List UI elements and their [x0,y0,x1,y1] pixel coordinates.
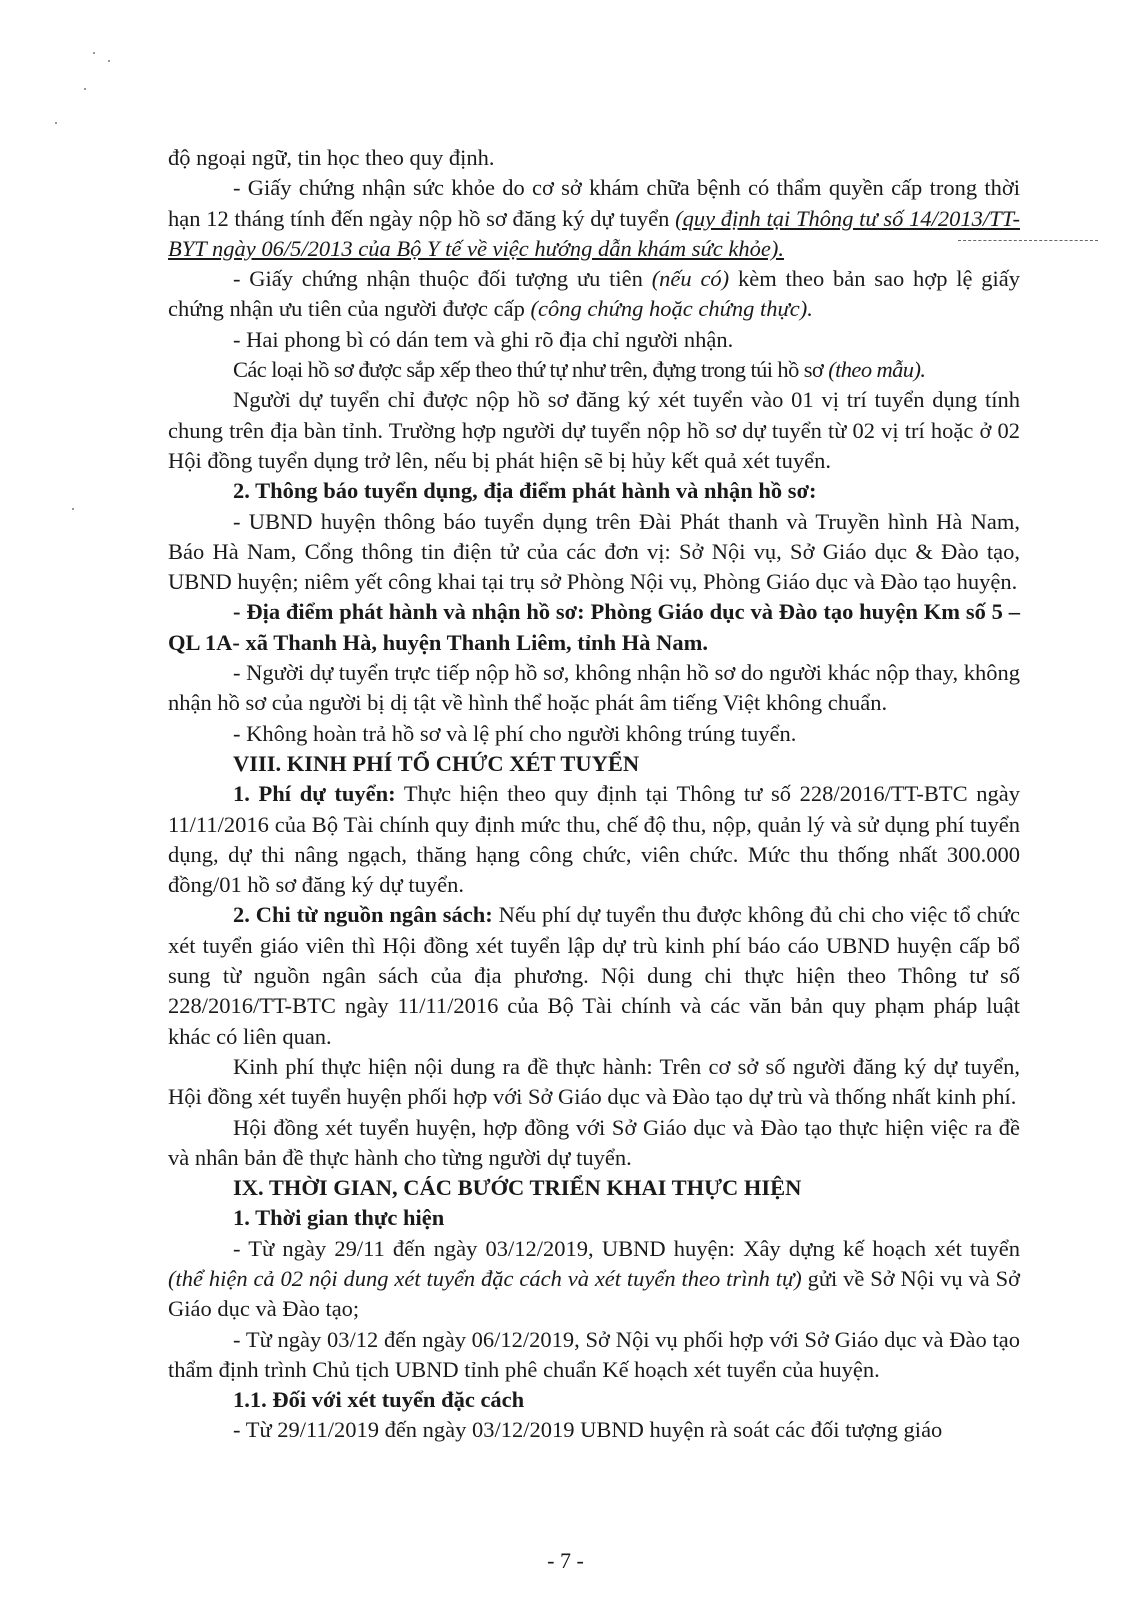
text-line: Người dự tuyển chỉ được nộp hồ sơ đăng ký xét tuyển vào 01 vị trí tuyển dụng tính chung trên địa bàn tỉnh. Trường hợp người dự tuyển nộp hồ sơ dự tuyển từ 02 vị trí hoặc ở 02 Hội đồng tuyển dụng trở lên, nếu bị phát hiện sẽ bị hủy kết quả xét tuyển. [168,387,1020,473]
paragraph [168,779,1020,900]
text-line: - Người dự tuyển trực tiếp nộp hồ sơ, không nhận hồ sơ do người khác nộp thay, không nhận hồ sơ của người bị dị tật về hình thể hoặc phát âm tiếng Việt không chuẩn. [168,660,1020,716]
text-line: Các loại hồ sơ được sắp xếp theo thứ tự như trên, đựng trong túi hồ sơ [233,357,829,383]
paragraph [168,1415,1020,1445]
paragraph [168,385,1020,476]
paragraph [168,658,1020,719]
text-line: Thực hiện theo quy định tại Thông tư số 228/2016/TT-BTC ngày 11/11/2016 của Bộ Tài chính quy định mức thu, chế độ thu, nộp, quản lý và sử dụng phí tuyển dụng, dự thi nâng ngạch, thăng hạng công chức, viên chức. Mức thu thống nhất 300.000 đồng/01 hồ sơ đăng ký dự tuyển. [168,781,1020,898]
text-line: - UBND huyện thông báo tuyển dụng trên Đài Phát thanh và Truyền hình Hà Nam, Báo Hà Nam, Cổng thông tin điện tử của các đơn vị: Sở Nội vụ, Sở Giáo dục & Đào tạo, UBND huyện; niêm yết công khai tại trụ sở Phòng Nội vụ, Phòng Giáo dục và Đào tạo huyện. [168,508,1020,595]
paragraph [168,900,1020,1051]
text-line: gửi về Sở Nội vụ và Sở Giáo dục và Đào tạo; [168,1265,1021,1322]
text-line: Hội đồng xét tuyển huyện, hợp đồng với Sở Giáo dục và Đào tạo thực hiện việc ra đề và nhân bản đề thực hành cho từng người dự tuyển. [168,1114,1020,1170]
italic-text: (thể hiện cả 02 nội dung xét tuyển đặc cách và xét tuyển theo trình tự) [168,1265,802,1291]
text-line: - Từ 29/11/2019 đến ngày 03/12/2019 UBND huyện rà soát các đối tượng giáo [233,1417,943,1443]
text-line: - Hai phong bì có dán tem và ghi rõ địa chỉ người nhận. [233,326,734,352]
paragraph [168,507,1020,598]
text-line: - Giấy chứng nhận thuộc đối tượng ưu tiên [233,266,652,292]
italic-text: (nếu có) [651,266,730,292]
paragraph [168,719,1020,749]
paragraph [168,1234,1020,1325]
text-line: - Từ ngày 03/12 đến ngày 06/12/2019, Sở Nội vụ phối hợp với Sở Giáo dục và Đào tạo thẩm định trình Chủ tịch UBND tỉnh phê chuẩn Kế hoạch xét tuyển của huyện. [168,1326,1020,1382]
section-heading: 2. Thông báo tuyển dụng, địa điểm phát hành và nhận hồ sơ: [233,478,817,504]
subsection-heading: 1. Thời gian thực hiện [233,1205,445,1231]
bold-lead: 2. Chi từ nguồn ngân sách: [233,902,493,928]
paragraph [168,1052,1020,1113]
text-line: kèm theo bản sao hợp lệ giấy chứng nhận ưu tiên của người được cấp [168,266,1020,322]
text-line: - Địa điểm phát hành và nhận hồ sơ: Phòng Giáo dục và Đào tạo huyện Km số 5 – QL 1A- xã Thanh Hà, huyện Thanh Liêm, tỉnh Hà Nam. [168,599,1020,655]
italic-text: (quy định tại Thông tư số 14/2013/TT-BYT ngày 06/5/2013 của Bộ Y tế về việc hướng dẫn khám sức khỏe). [168,205,1020,261]
text-line: - Giấy chứng nhận sức khỏe do cơ sở khám chữa bệnh có thẩm quyền cấp trong thời hạn 12 tháng tính đến ngày nộp hồ sơ đăng ký dự tuyển [168,175,1020,231]
text-line: độ ngoại ngữ, tin học theo quy định. [168,145,495,170]
bold-lead: 1. Phí dự tuyển: [233,781,396,807]
paragraph [168,1113,1020,1174]
text-line: Nếu phí dự tuyển thu được không đủ chi cho việc tổ chức xét tuyển giáo viên thì Hội đồng xét tuyển lập dự trù kinh phí báo cáo UBND huyện cấp bổ sung từ nguồn ngân sách của địa phương. Nội dung chi thực hiện theo Thông tư số 228/2016/TT-BTC ngày 11/11/2016 của Bộ Tài chính và các văn bản quy phạm pháp luật khác có liên quan. [168,902,1020,1049]
paragraph [168,264,1020,325]
paragraph-bold [168,597,1020,658]
italic-text: (theo mẫu). [828,357,926,383]
document-body [168,143,1020,1446]
text-line: - Từ ngày 29/11 đến ngày 03/12/2019, UBND huyện: Xây dựng kế hoạch xét tuyển [233,1235,1020,1261]
paragraph [168,173,1020,264]
text-line: Kinh phí thực hiện nội dung ra đề thực hành: Trên cơ sở số người đăng ký dự tuyển, Hội đồng xét tuyển huyện phối hợp với Sở Giáo dục và Đào tạo dự trù và thống nhất kinh phí. [168,1053,1020,1110]
paragraph [168,355,1020,385]
text-line: - Không hoàn trả hồ sơ và lệ phí cho người không trúng tuyển. [233,720,797,746]
subsection-heading: 1.1. Đối với xét tuyển đặc cách [233,1387,525,1413]
paragraph [168,1325,1020,1386]
paragraph [168,325,1020,355]
section-heading: VIII. KINH PHÍ TỔ CHỨC XÉT TUYỂN [233,750,640,776]
page-number: - 7 - [547,1548,584,1573]
italic-text: (công chứng hoặc chứng thực). [530,296,813,322]
section-heading: IX. THỜI GIAN, CÁC BƯỚC TRIỂN KHAI THỰC HIỆN [233,1175,802,1201]
paragraph [168,143,1020,173]
